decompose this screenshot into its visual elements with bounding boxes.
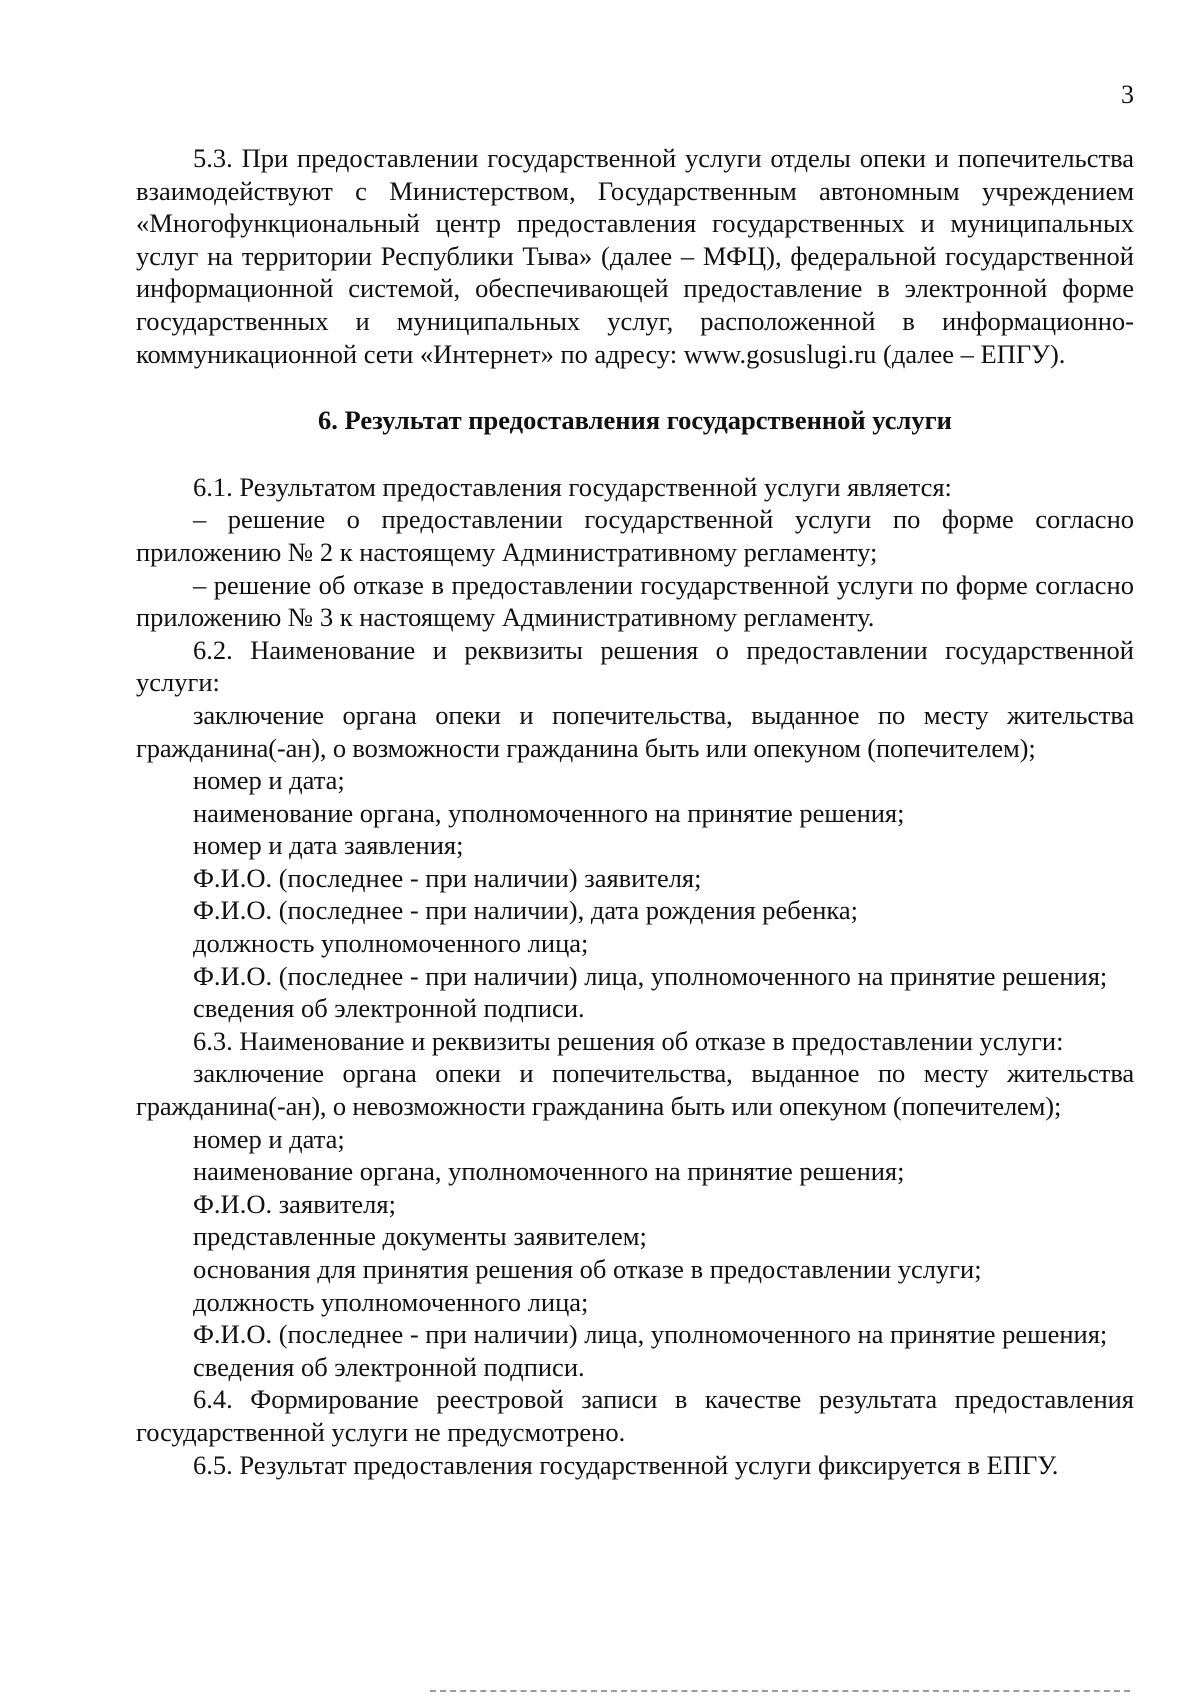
footer-divider: [430, 1690, 1130, 1692]
list-item: должность уполномоченного лица;: [193, 928, 589, 959]
document-body: [136, 142, 1134, 1481]
paragraph-5-3: 5.3. При предоставлении государственной услуги отделы опеки и попечительства взаимодействуют с Министерством, Государственным автономным учреждением «Многофункциональный центр предоставления государственных и муниципальных услуг на территории Республики Тыва» (далее – МФЦ), федеральной государственной информационной системой, обеспечивающей предоставление в электронной форме государственных и муниципальных услуг, расположенной в информационно-коммуникационной сети «Интернет» по адресу: www.gosuslugi.ru (далее – ЕПГУ).: [136, 143, 1134, 369]
list-item: должность уполномоченного лица;: [193, 1286, 589, 1317]
list-item: основания для принятия решения об отказе в предоставлении услуги;: [193, 1254, 982, 1284]
paragraph-6-3: 6.3. Наименование и реквизиты решения об отказе в предоставлении услуги:: [193, 1025, 1064, 1056]
list-item: – решение об отказе в предоставлении государственной услуги по форме согласно приложению № 3 к настоящему Административному регламенту.: [136, 569, 1134, 633]
paragraph-6-2: 6.2. Наименование и реквизиты решения о предоставлении государственной услуги:: [136, 634, 1134, 698]
list-item: заключение органа опеки и попечительства, выданное по месту жительства гражданина(-ан), о невозможности гражданина быть или опекуном (попечителем);: [136, 1058, 1134, 1122]
list-item: Ф.И.О. (последнее - при наличии) лица, уполномоченного на принятие решения;: [193, 1319, 1108, 1350]
list-item: наименование органа, уполномоченного на принятие решения;: [193, 797, 905, 828]
list-item: Ф.И.О. (последнее - при наличии), дата рождения ребенка;: [193, 895, 858, 926]
list-item: сведения об электронной подписи.: [193, 1351, 585, 1382]
list-item: – решение о предоставлении государственной услуги по форме согласно приложению № 2 к настоящему Административному регламенту;: [136, 504, 1134, 567]
list-item: номер и дата заявления;: [193, 830, 464, 861]
list-item: наименование органа, уполномоченного на принятие решения;: [193, 1156, 905, 1187]
paragraph-6-4: 6.4. Формирование реестровой записи в качестве результата предоставления государственной услуги не предусмотрено.: [136, 1384, 1134, 1447]
list-item: заключение органа опеки и попечительства, выданное по месту жительства гражданина(-ан), о возможности гражданина быть или опекуном (попечителем);: [136, 699, 1134, 763]
list-item: номер и дата;: [193, 1123, 345, 1154]
section-heading: 6. Результат предоставления государственной услуги: [318, 405, 952, 436]
list-item: представленные документы заявителем;: [193, 1221, 647, 1252]
list-item: номер и дата;: [193, 765, 345, 796]
list-item: Ф.И.О. (последнее - при наличии) лица, уполномоченного на принятие решения;: [193, 960, 1108, 991]
paragraph-6-1: 6.1. Результатом предоставления государственной услуги является:: [193, 471, 952, 502]
paragraph-6-5: 6.5. Результат предоставления государственной услуги фиксируется в ЕПГУ.: [193, 1449, 1059, 1480]
page-number: 3: [1121, 80, 1134, 109]
list-item: сведения об электронной подписи.: [193, 993, 585, 1024]
list-item: Ф.И.О. заявителя;: [193, 1188, 396, 1219]
list-item: Ф.И.О. (последнее - при наличии) заявителя;: [193, 862, 702, 893]
